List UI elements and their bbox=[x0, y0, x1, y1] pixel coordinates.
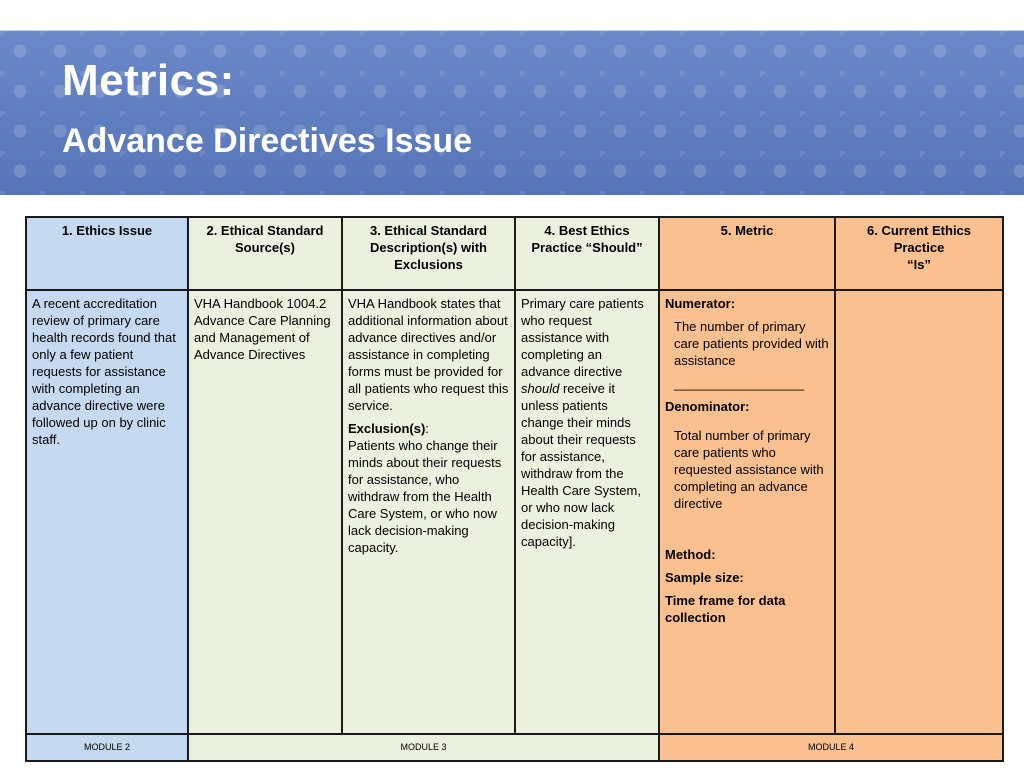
footer-row bbox=[26, 734, 1003, 761]
numerator-text: The number of primary care patients provided with assistance bbox=[674, 319, 829, 368]
header-standard-source: 2. Ethical Standard Source(s) bbox=[188, 217, 342, 290]
header-standard-description: 3. Ethical Standard Description(s) with Exclusions bbox=[342, 217, 515, 290]
content-row bbox=[26, 290, 1003, 734]
cell-ethics-issue: A recent accreditation review of primary care health records found that only a few patient requests for assistance with completing an advance directive were followed up on by clinic staff. bbox=[26, 290, 188, 734]
metrics-table bbox=[25, 216, 1004, 762]
denominator-text: Total number of primary care patients who requested assistance with completing an advance directive bbox=[674, 428, 824, 511]
header-current-practice-label: 6. Current Ethics Practice bbox=[866, 223, 972, 255]
slide-title: Metrics: bbox=[62, 56, 235, 105]
numerator-label: Numerator: bbox=[665, 296, 736, 311]
exclusions-colon: : bbox=[425, 421, 429, 436]
cell-metric bbox=[659, 290, 835, 734]
cell-current-practice bbox=[835, 290, 1003, 734]
best-practice-should: should bbox=[521, 381, 560, 396]
header-ethics-issue: 1. Ethics Issue bbox=[26, 217, 188, 290]
slide-subtitle: Advance Directives Issue bbox=[62, 122, 473, 160]
title-banner bbox=[0, 30, 1024, 195]
cell-standard-source: VHA Handbook 1004.2 Advance Care Planning and Management of Advance Directives bbox=[188, 290, 342, 734]
cell-standard-description bbox=[342, 290, 515, 734]
header-row bbox=[26, 217, 1003, 290]
header-current-practice bbox=[835, 217, 1003, 290]
method-label: Method: bbox=[665, 547, 716, 562]
header-best-practice: 4. Best Ethics Practice “Should” bbox=[515, 217, 659, 290]
exclusions-label: Exclusion(s) bbox=[348, 421, 426, 436]
header-current-practice-is: “Is” bbox=[907, 257, 931, 272]
fraction-divider: __________________ bbox=[674, 376, 805, 391]
footer-module-4: MODULE 4 bbox=[659, 734, 1003, 761]
standard-description-text: VHA Handbook states that additional information about advance directives and/or assistance in completing forms must be provided for all patients who request this service. bbox=[348, 296, 509, 413]
cell-best-practice bbox=[515, 290, 659, 734]
timeframe-label: Time frame for data collection bbox=[665, 593, 786, 625]
header-metric: 5. Metric bbox=[659, 217, 835, 290]
footer-module-2: MODULE 2 bbox=[26, 734, 188, 761]
exclusions-heading bbox=[348, 420, 509, 437]
top-strip bbox=[0, 0, 1024, 30]
best-practice-text-before: Primary care patients who request assistance with completing an advance directive bbox=[521, 296, 644, 379]
sample-size-label: Sample size: bbox=[665, 570, 744, 585]
exclusions-text: Patients who change their minds about their requests for assistance, who withdraw from the Health Care System, or who now lack decision-making capacity. bbox=[348, 438, 502, 555]
footer-module-3: MODULE 3 bbox=[188, 734, 659, 761]
best-practice-text-after: receive it unless patients change their minds about their requests for assistance, withdraw from the Health Care System, or who now lack decision-making capacity]. bbox=[521, 381, 641, 549]
denominator-label: Denominator: bbox=[665, 399, 750, 414]
